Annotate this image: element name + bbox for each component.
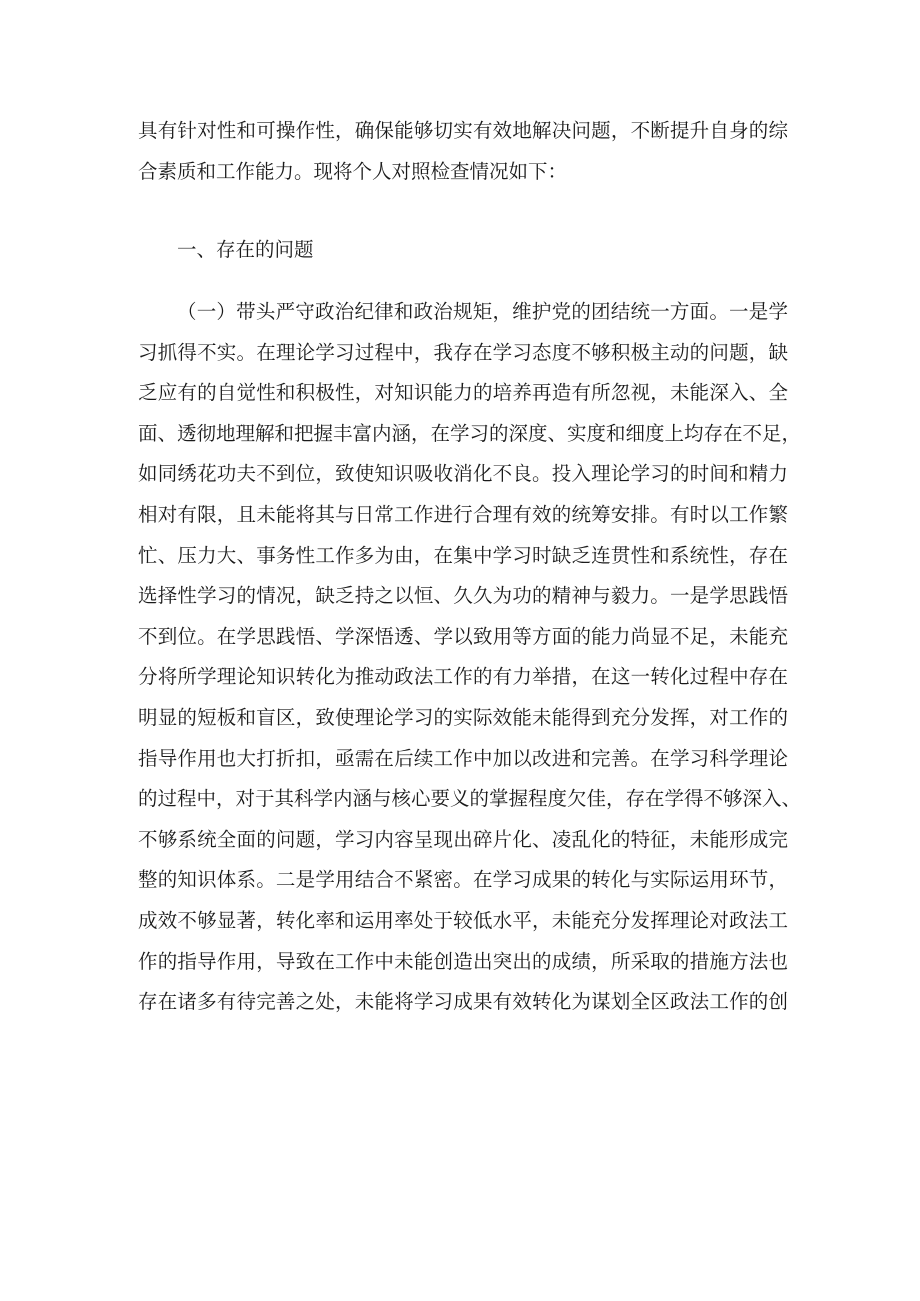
text-line: 不够系统全面的问题，学习内容呈现出碎片化、凌乱化的特征，未能形成完 xyxy=(138,827,788,851)
text-line: 面、透彻地理解和把握丰富内涵，在学习的深度、实度和细度上均存在不足， xyxy=(138,421,802,445)
text-line: 忙、压力大、事务性工作多为由，在集中学习时缺乏连贯性和系统性，存在 xyxy=(138,543,788,567)
text-line: （一）带头严守政治纪律和政治规矩，维护党的团结统一方面。一是学 xyxy=(177,300,788,323)
text-line: 整的知识体系。二是学用结合不紧密。在学习成果的转化与实际运用环节， xyxy=(138,868,788,892)
text-line: 乏应有的自觉性和积极性，对知识能力的培养再造有所忽视，未能深入、全 xyxy=(138,381,788,405)
text-line: 具有针对性和可操作性，确保能够切实有效地解决问题，不断提升自身的综 xyxy=(138,119,788,142)
section-heading xyxy=(138,230,788,270)
text-line: 成效不够显著，转化率和运用率处于较低水平，未能充分发挥理论对政法工 xyxy=(138,908,788,932)
text-line: 相对有限，且未能将其与日常工作进行合理有效的统筹安排。有时以工作繁 xyxy=(138,502,788,526)
text-line: 不到位。在学思践悟、学深悟透、学以致用等方面的能力尚显不足，未能充 xyxy=(138,624,788,648)
text-line: 习抓得不实。在理论学习过程中，我存在学习态度不够积极主动的问题，缺 xyxy=(138,340,788,364)
text-line: 作的指导作用，导致在工作中未能创造出突出的成绩，所采取的措施方法也 xyxy=(138,949,788,973)
section-heading-text: 一、存在的问题 xyxy=(177,238,314,261)
intro-paragraph xyxy=(138,111,788,192)
text-line: 明显的短板和盲区，致使理论学习的实际效能未能得到充分发挥，对工作的 xyxy=(138,705,788,729)
text-line: 合素质和工作能力。现将个人对照检查情况如下： xyxy=(138,159,568,183)
text-line: 的过程中，对于其科学内涵与核心要义的掌握程度欠佳，存在学得不够深入、 xyxy=(138,787,802,811)
text-line: 分将所学理论知识转化为推动政法工作的有力举措，在这一转化过程中存在 xyxy=(138,665,788,689)
text-line: 选择性学习的情况，缺乏持之以恒、久久为功的精神与毅力。一是学思践悟 xyxy=(138,584,788,608)
text-line: 如同绣花功夫不到位，致使知识吸收消化不良。投入理论学习的时间和精力 xyxy=(138,462,788,486)
main-paragraph xyxy=(138,292,802,1023)
text-line: 存在诸多有待完善之处，未能将学习成果有效转化为谋划全区政法工作的创 xyxy=(138,990,788,1014)
text-line: 指导作用也大打折扣，亟需在后续工作中加以改进和完善。在学习科学理论 xyxy=(138,746,788,770)
